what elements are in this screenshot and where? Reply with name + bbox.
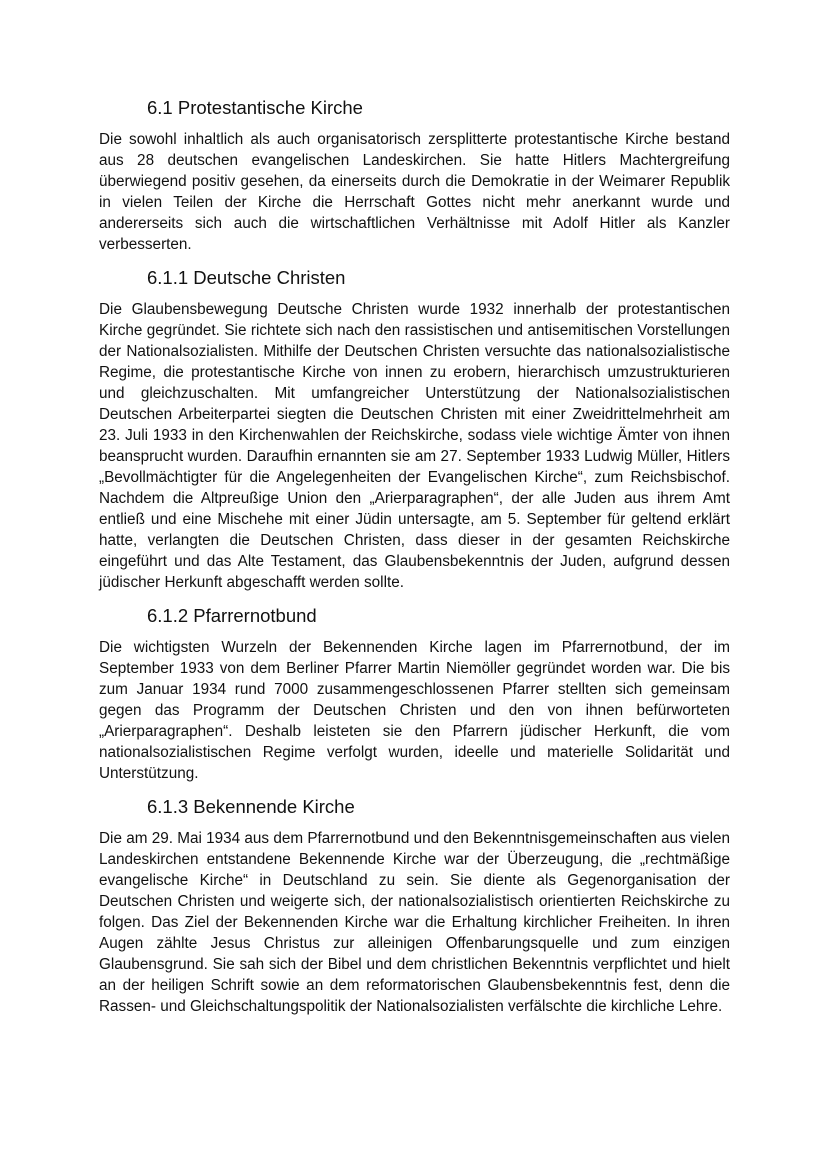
section-heading-deutsche-christen: 6.1.1 Deutsche Christen bbox=[147, 267, 346, 288]
section-heading-bekennende-kirche: 6.1.3 Bekennende Kirche bbox=[147, 796, 355, 817]
section-text-deutsche-christen: Die Glaubensbewegung Deutsche Christen wurde 1932 innerhalb der protestantischen Kirche gegründet. Sie richtete sich nach den rassistischen und antisemitischen Vorstellungen der Nationalsozialisten. Mithilfe der Deutschen Christen versuchte das nationalsozialistische Regime, die protestantische Kirche von innen zu erobern, hierarchisch umzustrukturieren und gleichzuschalten. Mit umfangreicher Unterstützung der Nationalsozialistischen Deutschen Arbeiterpartei siegten die Deutschen Christen mit einer Zweidrittelmehrheit am 23. Juli 1933 in den Kirchenwahlen der Reichskirche, sodass viele wichtige Ämter von ihnen beansprucht wurden. Daraufhin ernannten sie am 27. September 1933 Ludwig Müller, Hitlers „Bevollmächtigter für die Angelegenheiten der Evangelischen Kirche“, zum Reichsbischof. Nachdem die Altpreußige Union den „Arierparagraphen“, der alle Juden aus ihrem Amt entließ und eine Mischehe mit einer Jüdin untersagte, am 5. September für geltend erklärt hatte, verlangten die Deutschen Christen, dass dieser in der gesamten Reichskirche eingeführt und das Alte Testament, das Glaubensbekenntnis der Juden, aufgrund dessen jüdischer Herkunft abgeschafft werden sollte. bbox=[99, 301, 730, 591]
section-heading-pfarrernotbund: 6.1.2 Pfarrernotbund bbox=[147, 605, 317, 626]
section-text-pfarrernotbund: Die wichtigsten Wurzeln der Bekennenden Kirche lagen im Pfarrernotbund, der im September 1933 von dem Berliner Pfarrer Martin Niemöller gegründet worden war. Die bis zum Januar 1934 rund 7000 zusammengeschlossenen Pfarrer stellten sich gemeinsam gegen das Programm der Deutschen Christen und den von ihnen befürworteten „Arierparagraphen“. Deshalb leisteten sie den Pfarrern jüdischer Herkunft, die vom nationalsozialistischen Regime verfolgt wurden, ideelle und materielle Solidarität und Unterstützung. bbox=[99, 639, 730, 782]
section-text-bekennende-kirche: Die am 29. Mai 1934 aus dem Pfarrernotbund und den Bekenntnisgemeinschaften aus vielen Landeskirchen entstandene Bekennende Kirche war der Überzeugung, die „rechtmäßige evangelische Kirche“ in Deutschland zu sein. Sie diente als Gegenorganisation der Deutschen Christen und weigerte sich, der nationalsozialistisch orientierten Reichskirche zu folgen. Das Ziel der Bekennenden Kirche war die Erhaltung kirchlicher Freiheiten. In ihren Augen zählte Jesus Christus zur alleinigen Offenbarungsquelle und zum einzigen Glaubensgrund. Sie sah sich der Bibel und dem christlichen Bekenntnis verpflichtet und hielt an der heiligen Schrift sowie an dem reformatorischen Glaubensbekenntnis fest, denn die Rassen- und Gleichschaltungspolitik der Nationalsozialisten verfälschte die kirchliche Lehre. bbox=[99, 830, 730, 1015]
section-text-protestantische-kirche: Die sowohl inhaltlich als auch organisatorisch zersplitterte protestantische Kirche bestand aus 28 deutschen evangelischen Landeskirchen. Sie hatte Hitlers Machtergreifung überwiegend positiv gesehen, da einerseits durch die Demokratie in der Weimarer Republik in vielen Teilen der Kirche die Herrschaft Gottes nicht mehr anerkannt wurde und andererseits sich auch die wirtschaftlichen Verhältnisse mit Adolf Hitler als Kanzler verbesserten. bbox=[99, 131, 730, 253]
section-heading-protestantische-kirche: 6.1 Protestantische Kirche bbox=[147, 97, 363, 118]
